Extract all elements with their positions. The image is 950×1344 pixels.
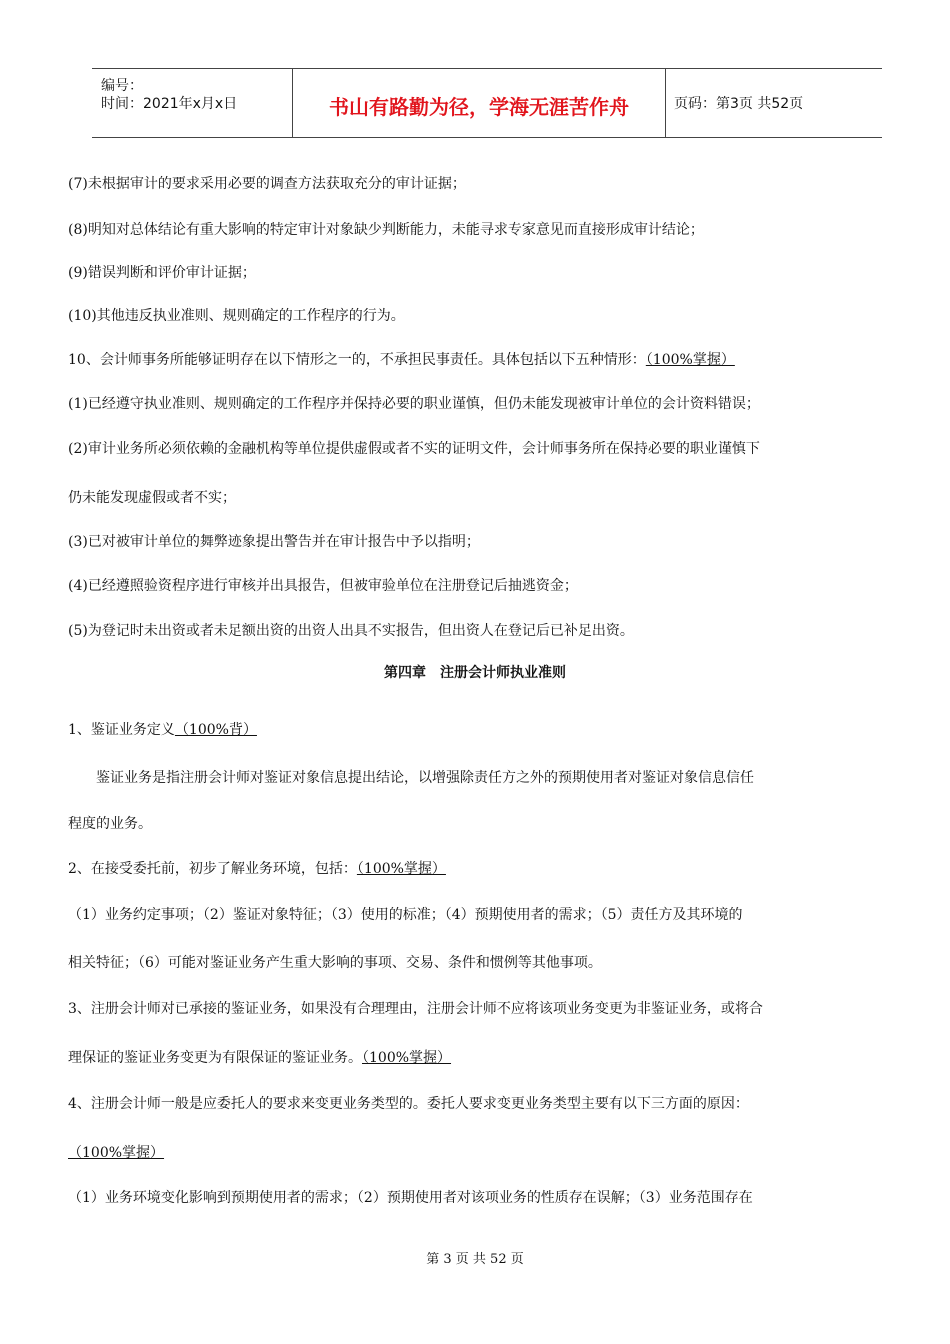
- number-label: 编号：: [101, 78, 143, 94]
- text-line: [68, 998, 763, 1018]
- mastery-note: （100%背）: [174, 722, 257, 738]
- text-line: [68, 719, 257, 739]
- line-text: (5)为登记时未出资或者未足额出资的出资人出具不实报告，但出资人在登记后已补足出资。: [68, 623, 634, 639]
- text-line: [68, 438, 760, 458]
- text-line: [68, 1187, 753, 1207]
- line-text: (1)已经遵守执业准则、规则确定的工作程序并保持必要的职业谨慎，但仍未能发现被审计单位的会计资料错误；: [68, 396, 760, 412]
- text-line: [68, 1093, 749, 1113]
- line-text: (7)未根据审计的要求采用必要的调查方法获取充分的审计证据；: [68, 176, 466, 192]
- mastery-note: （100%掌握）: [645, 352, 735, 368]
- page-footer: 第 3 页 共 52 页: [426, 1252, 524, 1267]
- line-text: 2、在接受委托前，初步了解业务环境，包括：: [68, 861, 357, 877]
- line-text: （1）业务约定事项；（2）鉴证对象特征；（3）使用的标准；（4）预期使用者的需求；（5）责任方及其环境的: [68, 907, 743, 923]
- header-page-cell: [666, 69, 882, 137]
- motto: 书山有路勤为径，学海无涯苦作舟: [329, 95, 629, 119]
- text-line: [68, 952, 602, 972]
- text-line: [68, 349, 735, 369]
- line-text: 相关特征；（6）可能对鉴证业务产生重大影响的事项、交易、条件和惯例等其他事项。: [68, 955, 602, 971]
- line-text: 10、会计师事务所能够证明存在以下情形之一的，不承担民事责任。具体包括以下五种情形：: [68, 352, 646, 368]
- text-line: [68, 1142, 164, 1162]
- line-text: 4、注册会计师一般是应委托人的要求来变更业务类型的。委托人要求变更业务类型主要有以下三方面的原因：: [68, 1096, 749, 1112]
- line-text: 1、鉴证业务定义: [68, 722, 175, 738]
- line-text: (8)明知对总体结论有重大影响的特定审计对象缺少判断能力，未能寻求专家意见而直接形成审计结论；: [68, 222, 704, 238]
- line-text: 3、注册会计师对已承接的鉴证业务，如果没有合理理由，注册会计师不应将该项业务变更为非鉴证业务，或将合: [68, 1001, 763, 1017]
- text-line: [68, 1047, 451, 1067]
- mastery-note: （100%掌握）: [362, 1050, 452, 1066]
- text-line: [68, 262, 256, 282]
- text-line: [68, 531, 480, 551]
- text-line: [68, 620, 634, 640]
- chapter-title: 第四章 注册会计师执业准则: [384, 665, 566, 681]
- text-line: [68, 813, 152, 833]
- header-meta-cell: [92, 69, 293, 137]
- line-text: 鉴证业务是指注册会计师对鉴证对象信息提出结论，以增强除责任方之外的预期使用者对鉴证对象信息信任: [68, 770, 754, 786]
- time-label: 时间：2021年x月x日: [101, 96, 238, 112]
- line-text: (9)错误判断和评价审计证据；: [68, 265, 256, 281]
- line-text: (2)审计业务所必须依赖的金融机构等单位提供虚假或者不实的证明文件，会计师事务所在保持必要的职业谨慎下: [68, 441, 760, 457]
- line-text: 程度的业务。: [68, 816, 152, 832]
- text-line: [68, 904, 743, 924]
- text-line: [68, 219, 704, 239]
- line-text: 理保证的鉴证业务变更为有限保证的鉴证业务。: [68, 1050, 362, 1066]
- line-text: (3)已对被审计单位的舞弊迹象提出警告并在审计报告中予以指明；: [68, 534, 480, 550]
- document-header: [92, 68, 882, 138]
- line-text: (4)已经遵照验资程序进行审核并出具报告，但被审验单位在注册登记后抽逃资金；: [68, 578, 578, 594]
- mastery-note: （100%掌握）: [68, 1145, 165, 1161]
- line-text: （1）业务环境变化影响到预期使用者的需求；（2）预期使用者对该项业务的性质存在误解；（3）业务范围存在: [68, 1190, 753, 1206]
- mastery-note: （100%掌握）: [356, 861, 446, 877]
- text-line: [68, 393, 760, 413]
- text-line: [68, 173, 466, 193]
- header-motto-cell: [293, 69, 666, 137]
- line-text: 仍未能发现虚假或者不实；: [68, 490, 236, 506]
- text-line: [68, 575, 578, 595]
- page-label: 页码：第3页 共52页: [674, 96, 804, 112]
- text-line: [68, 487, 236, 507]
- line-text: (10)其他违反执业准则、规则确定的工作程序的行为。: [68, 308, 405, 324]
- text-line: [68, 858, 446, 878]
- text-line: [68, 305, 405, 325]
- text-line: [68, 767, 754, 787]
